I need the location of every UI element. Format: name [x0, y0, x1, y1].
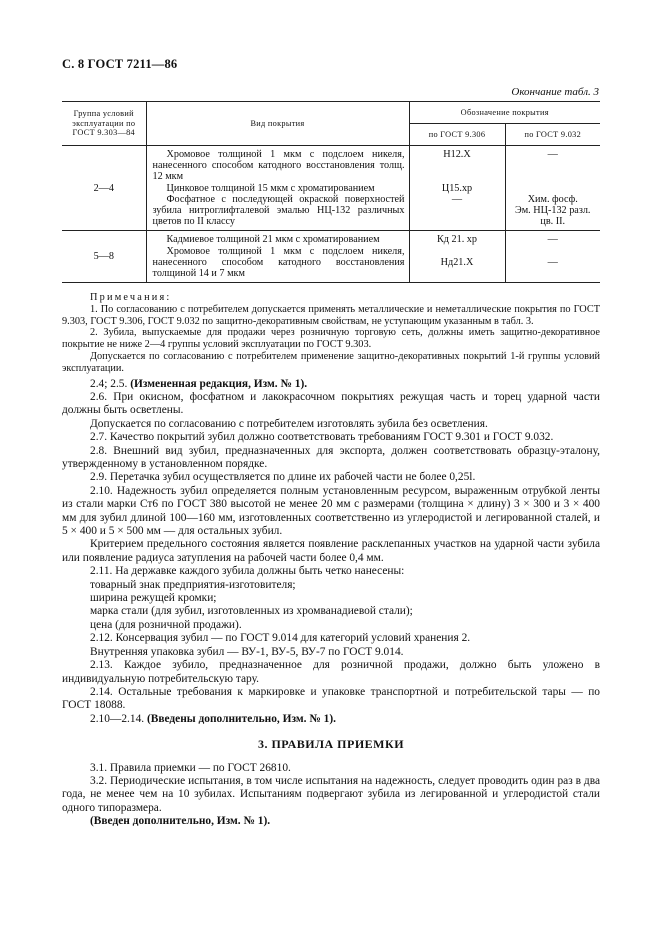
cell-line: [506, 246, 601, 257]
paragraph-2-7: 2.7. Качество покрытий зубил должно соответствовать требованиям ГОСТ 9.301 и ГОСТ 9.032.: [90, 431, 554, 444]
header-gost-9306: по ГОСТ 9.306: [409, 124, 505, 146]
desc-text: Кадмиевое толщиной 21 мкм с хроматированием: [166, 234, 380, 246]
cell-line: —: [547, 149, 558, 160]
group-cell: 2—4: [62, 146, 146, 231]
page-header: С. 8 ГОСТ 7211—86: [62, 57, 178, 71]
table-row: [62, 231, 600, 283]
paragraph-2-8: 2.8. Внешний вид зубил, предназначенных для экспорта, должен соответствовать образцу-эталону, утвержденному в установленном порядке.: [62, 444, 600, 471]
table-row: [62, 146, 600, 231]
header-group: Группа условий эксплуатации по ГОСТ 9.303—84: [62, 102, 146, 146]
coating-desc-cell: [146, 231, 409, 283]
amendment-note: (Измененная редакция, Изм. № 1).: [130, 377, 308, 390]
cell-line: [410, 246, 505, 257]
paragraph-2-10: 2.10. Надежность зубил определяется полным установленным ресурсом, выраженным отрубкой ленты из стали марки Ст6 по ГОСТ 380 высотой не менее 20 мм с размерами (толщина × длину) 3 × 300 и 3 × 400 мм для зубил длиной 100—160 мм, изготовленных соответственно из углеродистой и легированной сталей, и 5 × 400 и 5 × 500 мм — для остальных зубил.: [62, 484, 600, 538]
header-type: Вид покрытия: [146, 102, 409, 146]
header-designation: Обозначение покрытия: [409, 102, 600, 124]
note-1: 1. По согласованию с потребителем допускается применять металлические и неметаллические покрытия по ГОСТ 9.303, ГОСТ 9.306, ГОСТ 9.032 по защитно-декоративным свойствам, не уступающим указанным в табл. 3.: [62, 303, 600, 327]
paragraph-2-9: 2.9. Перетачка зубил осуществляется по длине их рабочей части не более 0,25l.: [90, 471, 476, 484]
paragraph-3-2: 3.2. Периодические испытания, в том числе испытания на надежность, следует проводить один раз в два года, не менее чем на 10 зубилах. Испытаниям подвергают зубила из легированной и углеродистой стали одного типоразмера.: [62, 774, 600, 814]
paragraph-2-12b: Внутренняя упаковка зубил — ВУ-1, ВУ-5, ВУ-7 по ГОСТ 9.014.: [90, 645, 404, 658]
document-body: [62, 292, 600, 829]
cell-line: Эм. НЦ-132 разл.: [515, 204, 591, 216]
cell-line: Н12.Х: [443, 149, 471, 160]
gost-9032-cell: [505, 231, 600, 283]
table-caption: Окончание табл. 3: [511, 86, 599, 98]
paragraph-2-10b: Критерием предельного состояния является появление расклепанных участков на ударной части зубила или появление радиуса затупления на рабочей части более 0,4 мм.: [62, 538, 600, 564]
clause-number: 2.10—2.14.: [90, 712, 147, 725]
paragraph-2-11a: товарный знак предприятия-изготовителя;: [90, 578, 296, 591]
cell-line: —: [547, 234, 558, 246]
paragraph-2-4: [62, 378, 600, 391]
desc-text: Хромовое толщиной 1 мкм с подслоем никеля, нанесенного способом катодного восстановления толщиной 14 и 7 мкм: [152, 245, 405, 280]
section-heading: 3. ПРАВИЛА ПРИЕМКИ: [257, 737, 405, 752]
desc-text: Фосфатное с последующей окраской поверхностей зубила нитроглифталевой эмалью НЦ-132 различных цветов по II классу: [152, 193, 405, 228]
cell-line: [410, 171, 505, 182]
paragraph-3-1: 3.1. Правила приемки — по ГОСТ 26810.: [90, 761, 291, 774]
notes-title: Примечания:: [90, 292, 172, 303]
cell-line: —: [451, 193, 463, 205]
paragraph-2-11: 2.11. На державке каждого зубила должны быть четко нанесены:: [90, 565, 405, 578]
paragraph-2-11b: ширина режущей кромки;: [90, 592, 217, 605]
paragraph-2-11c: марка стали (для зубил, изготовленных из хромванадиевой стали);: [90, 605, 413, 618]
gost-9032-cell: [505, 146, 600, 231]
coating-desc-cell: [146, 146, 409, 231]
paragraph-2-11d: цена (для розничной продажи).: [90, 618, 242, 631]
note-2: 2. Зубила, выпускаемые для продажи через розничную торговую сеть, должны иметь защитно-декоративное покрытие не ниже 2—4 группы условий эксплуатации по ГОСТ 9.303.: [62, 327, 600, 351]
paragraph-2-10-2-14: [62, 713, 600, 726]
paragraph-3-2b: (Введен дополнительно, Изм. № 1).: [90, 815, 271, 828]
note-3: Допускается по согласованию с потребителем применение защитно-декоративных покрытий 1-й группы условий эксплуатации.: [62, 350, 600, 374]
amendment-note: (Введены дополнительно, Изм. № 1).: [146, 712, 336, 725]
desc-text: Хромовое толщиной 1 мкм с подслоем никеля, нанесенного способом катодного восстановления толщ. 12 мкм: [152, 149, 405, 183]
paragraph-2-14: 2.14. Остальные требования к маркировке и упаковке транспортной и потребительской тары — по ГОСТ 18088.: [62, 685, 600, 712]
gost-9306-cell: [409, 231, 505, 283]
cell-line: Ц15.хр: [441, 182, 473, 194]
coating-table: [62, 101, 600, 283]
paragraph-2-6: 2.6. При окисном, фосфатном и лакокрасочном покрытиях режущая часть и торец ударной части должны быть осветлены.: [62, 390, 600, 417]
cell-line: цв. II.: [540, 216, 566, 228]
paragraph-2-13: 2.13. Каждое зубило, предназначенное для розничной продажи, должно быть уложено в индивидуальную потребительскую тару.: [62, 659, 600, 685]
cell-line: Кд 21. хр: [437, 234, 477, 246]
desc-text: Цинковое толщиной 15 мкм с хроматированием: [166, 182, 375, 194]
cell-line: [506, 171, 601, 182]
gost-9306-cell: [409, 146, 505, 231]
group-cell: 5—8: [62, 231, 146, 283]
header-gost-9032: по ГОСТ 9.032: [505, 124, 600, 146]
paragraph-2-6b: Допускается по согласованию с потребителем изготовлять зубила без осветления.: [90, 417, 488, 430]
cell-line: —: [547, 256, 558, 268]
cell-line: [506, 160, 601, 171]
cell-line: [410, 160, 505, 171]
clause-number: 2.4; 2.5.: [90, 377, 131, 390]
cell-line: Хим. фосф.: [527, 193, 578, 205]
cell-line: [506, 183, 601, 194]
cell-line: Нд21.Х: [440, 256, 474, 268]
paragraph-2-12: 2.12. Консервация зубил — по ГОСТ 9.014 для категорий условий хранения 2.: [90, 632, 471, 645]
